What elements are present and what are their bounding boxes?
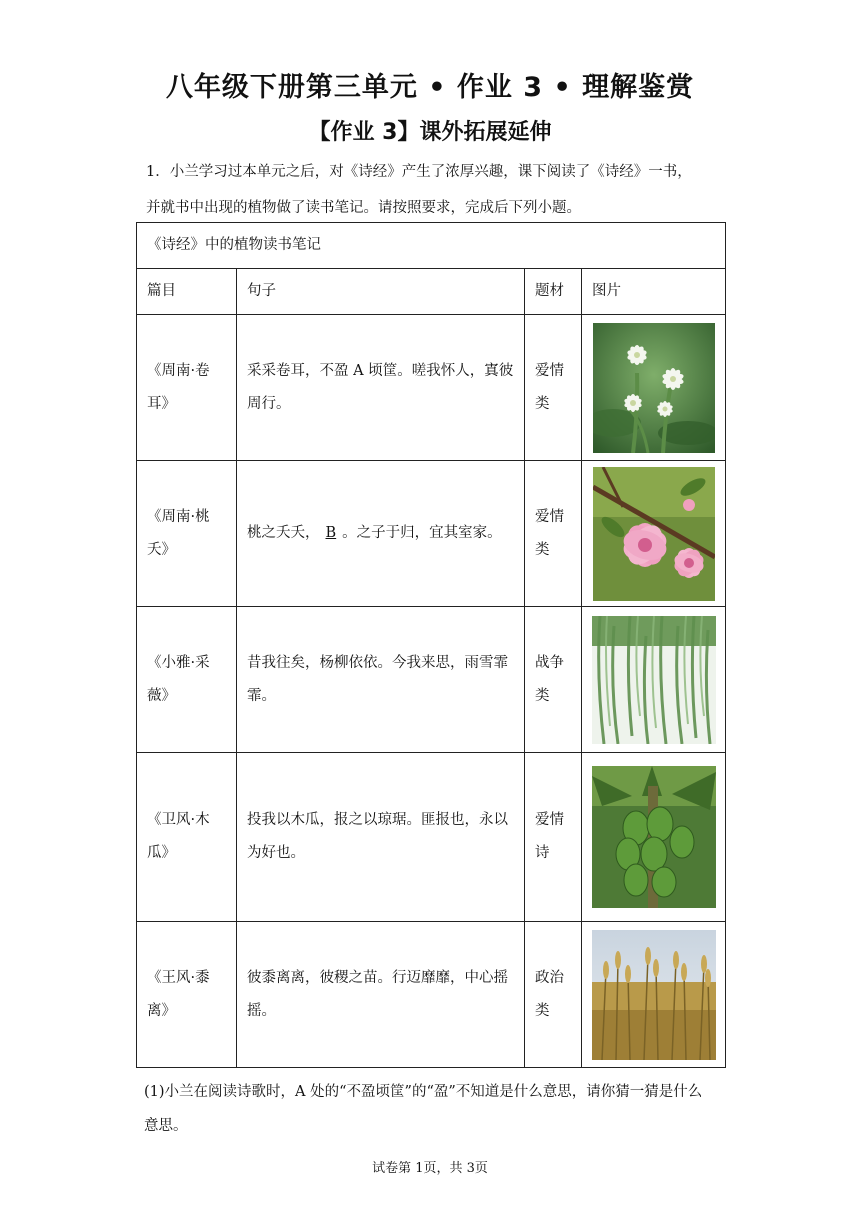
table-row: [137, 922, 726, 1068]
sub-question-line-2: 意思。: [144, 1118, 188, 1134]
table-header-row: [137, 269, 726, 315]
table-row: [137, 753, 726, 922]
sub-question-line-1: (1)小兰在阅读诗歌时，A 处的“不盈顷筐”的“盈”不知道是什么意思，请你猜一猜是什么: [144, 1084, 703, 1100]
blank-b: B: [325, 525, 337, 541]
table-row: [137, 461, 726, 607]
poem-theme: 政治类: [525, 922, 582, 1068]
poem-sentence: 投我以木瓜，报之以琼琚。匪报也，永以为好也。: [237, 753, 525, 922]
poem-sentence: [237, 461, 525, 607]
table-caption-row: [137, 223, 726, 269]
poem-sentence: 彼黍离离，彼稷之苗。行迈靡靡，中心摇摇。: [237, 922, 525, 1068]
poem-title: 《周南·卷耳》: [137, 315, 237, 461]
picture-cell: [582, 922, 726, 1068]
poem-title: 《周南·桃夭》: [137, 461, 237, 607]
picture-cell: [582, 315, 726, 461]
sentence-part-after: 。之子于归，宜其室家。: [342, 525, 502, 541]
papaya-image: [592, 766, 716, 908]
header-image: 图片: [582, 269, 726, 315]
page-footer: 试卷第 1页，共 3页: [372, 1161, 488, 1176]
picture-cell: [582, 607, 726, 753]
peach-blossom-image: [593, 467, 715, 601]
poem-sentence: 昔我往矣，杨柳依依。今我来思，雨雪霏霏。: [237, 607, 525, 753]
willow-image: [592, 616, 716, 744]
picture-cell: [582, 461, 726, 607]
sentence-part-before: 桃之夭夭，: [247, 525, 320, 541]
page-title: 八年级下册第三单元 • 作业 3 • 理解鉴赏: [165, 72, 695, 103]
poem-theme: 爱情诗: [525, 753, 582, 922]
header-theme: 题材: [525, 269, 582, 315]
poem-theme: 爱情类: [525, 315, 582, 461]
poem-title: 《卫风·木瓜》: [137, 753, 237, 922]
picture-cell: [582, 753, 726, 922]
poem-theme: 爱情类: [525, 461, 582, 607]
question-text-line-1: 1．小兰学习过本单元之后，对《诗经》产生了浓厚兴趣，课下阅读了《诗经》一书，: [146, 164, 692, 180]
white-flower-image: [593, 323, 715, 453]
poem-title: 《王风·黍离》: [137, 922, 237, 1068]
poem-title: 《小雅·采薇》: [137, 607, 237, 753]
section-subtitle: 【作业 3】课外拓展延伸: [308, 120, 552, 145]
table-row: [137, 607, 726, 753]
poem-theme: 战争类: [525, 607, 582, 753]
poem-sentence: 采采卷耳，不盈 A 顷筐。嗟我怀人，寘彼周行。: [237, 315, 525, 461]
header-title: 篇目: [137, 269, 237, 315]
header-sentence: 句子: [237, 269, 525, 315]
table-caption: 《诗经》中的植物读书笔记: [137, 223, 726, 269]
millet-field-image: [592, 930, 716, 1060]
reading-notes-table: [136, 222, 726, 1068]
question-text-line-2: 并就书中出现的植物做了读书笔记。请按照要求，完成后下列小题。: [146, 200, 581, 216]
table-row: [137, 315, 726, 461]
